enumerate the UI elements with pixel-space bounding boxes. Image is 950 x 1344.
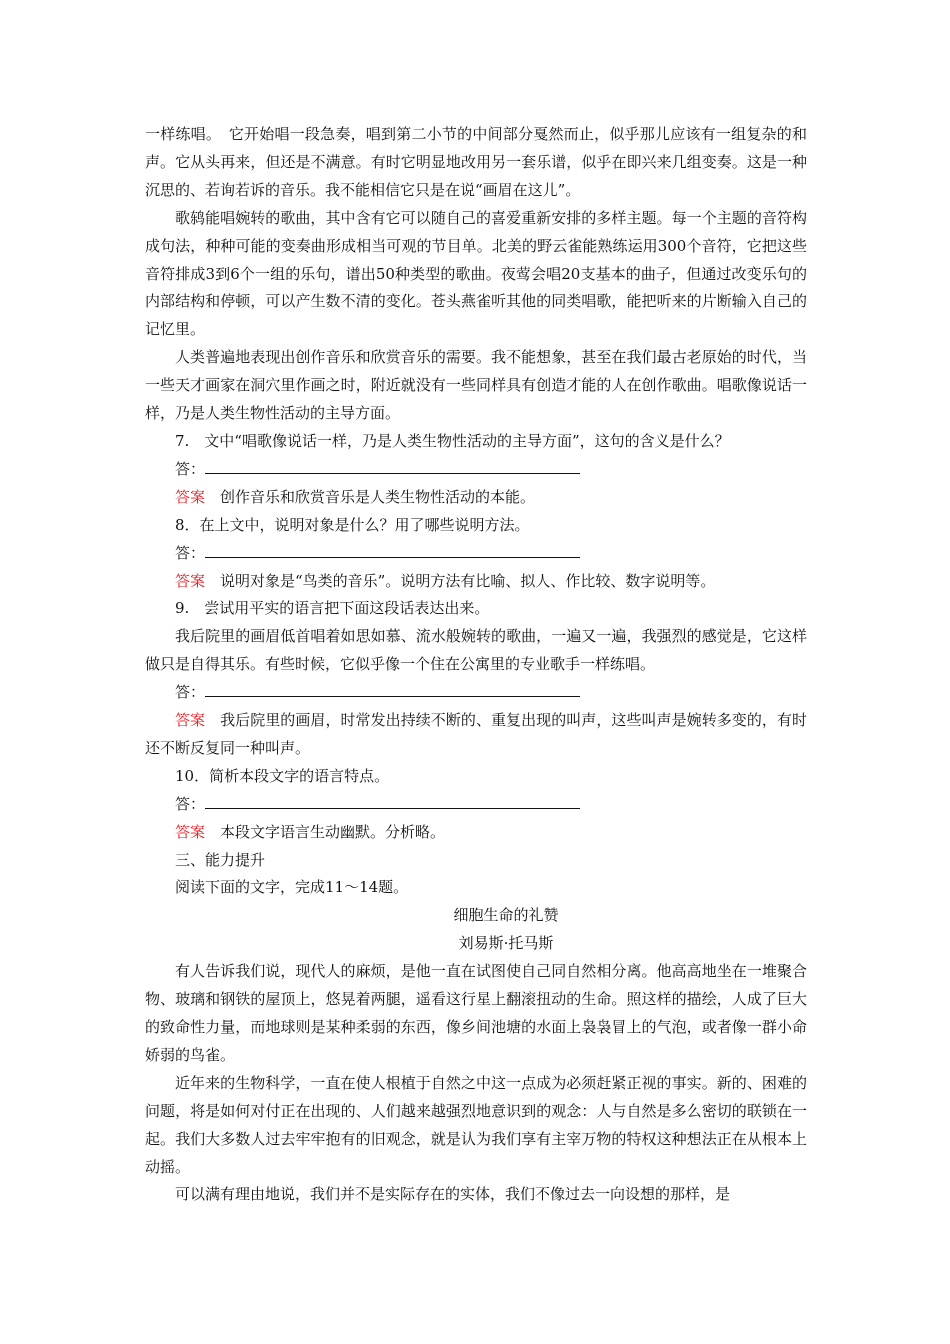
answer-8 bbox=[145, 568, 807, 596]
answer-10 bbox=[145, 819, 807, 847]
question-10: 10．简析本段文字的语言特点。 bbox=[175, 766, 390, 785]
answer-7 bbox=[145, 484, 807, 512]
answer-prefix: 答： bbox=[175, 543, 206, 562]
answer-text-9: 我后院里的画眉，时常发出持续不断的、重复出现的叫声，这些叫声是婉转多变的，有时还不断反复同一种叫声。 bbox=[145, 711, 807, 757]
question-9: 9. 尝试用平实的语言把下面这段话表达出来。 bbox=[175, 599, 490, 618]
answer-9 bbox=[145, 707, 807, 763]
answer-label: 答案 bbox=[175, 487, 206, 506]
paragraph-1: 一样练唱。 它开始唱一段急奏，唱到第二小节的中间部分戛然而止，似乎那儿应该有一组复杂的和声。它从头再来，但还是不满意。有时它明显地改用另一套乐谱，似乎在即兴来几组变奏。这是一种沉思的、若询若诉的音乐。我不能相信它只是在说“画眉在这儿”。 bbox=[145, 125, 807, 199]
answer-line-10 bbox=[145, 791, 807, 819]
answer-prefix: 答： bbox=[175, 794, 206, 813]
answer-blank-10[interactable] bbox=[205, 791, 580, 809]
question-9-quote: 我后院里的画眉低首唱着如思如慕、流水般婉转的歌曲，一遍又一遍，我强烈的感觉是，它这样做只是自得其乐。有些时候，它似乎像一个住在公寓里的专业歌手一样练唱。 bbox=[145, 627, 807, 674]
answer-text-8: 说明对象是“鸟类的音乐”。说明方法有比喻、拟人、作比较、数字说明等。 bbox=[220, 571, 716, 590]
answer-label: 答案 bbox=[175, 822, 206, 841]
article-paragraph-2: 近年来的生物科学，一直在使人根植于自然之中这一点成为必须赶紧正视的事实。新的、困难的问题，将是如何对付正在出现的、人们越来越强烈地意识到的观念：人与自然是多么密切的联锁在一起。我们大多数人过去牢牢抱有的旧观念，就是认为我们享有主宰万物的特权这种想法正在从根本上动摇。 bbox=[145, 1073, 807, 1176]
answer-label: 答案 bbox=[175, 711, 206, 730]
answer-text-10: 本段文字语言生动幽默。分析略。 bbox=[220, 822, 446, 841]
answer-line-7 bbox=[145, 456, 807, 484]
answer-blank-8[interactable] bbox=[205, 540, 580, 558]
question-7: 7. 文中“唱歌像说话一样，乃是人类生物性活动的主导方面”，这句的含义是什么？ bbox=[175, 431, 730, 450]
article-paragraph-1: 有人告诉我们说，现代人的麻烦，是他一直在试图使自己同自然相分离。他高高地坐在一堆聚合物、玻璃和钢铁的屋顶上，悠晃着两腿，遥看这行星上翻滚扭动的生命。照这样的描绘，人成了巨大的致命性力量，而地球则是某种柔弱的东西，像乡间池塘的水面上袅袅冒上的气泡，或者像一群小命娇弱的鸟雀。 bbox=[145, 962, 807, 1064]
answer-label: 答案 bbox=[175, 571, 206, 590]
answer-line-8 bbox=[145, 540, 807, 568]
article-author: 刘易斯·托马斯 bbox=[458, 934, 554, 953]
answer-text-7: 创作音乐和欣赏音乐是人类生物性活动的本能。 bbox=[220, 487, 536, 506]
article-paragraph-3: 可以满有理由地说，我们并不是实际存在的实体，我们不像过去一向设想的那样，是 bbox=[175, 1185, 731, 1204]
question-8: 8．在上文中，说明对象是什么？用了哪些说明方法。 bbox=[175, 515, 530, 534]
answer-line-9 bbox=[145, 679, 807, 707]
paragraph-3: 人类普遍地表现出创作音乐和欣赏音乐的需要。我不能想象，甚至在我们最古老原始的时代，当一些天才画家在洞穴里作画之时，附近就没有一些同样具有创造才能的人在创作歌曲。唱歌像说话一样，乃是人类生物性活动的主导方面。 bbox=[145, 348, 807, 423]
answer-prefix: 答： bbox=[175, 683, 206, 702]
answer-prefix: 答： bbox=[175, 459, 206, 478]
answer-blank-9[interactable] bbox=[205, 679, 580, 697]
article-title: 细胞生命的礼赞 bbox=[453, 906, 559, 925]
document-page bbox=[145, 121, 807, 1209]
section-heading: 三、能力提升 bbox=[175, 850, 266, 869]
paragraph-2: 歌鸫能唱婉转的歌曲，其中含有它可以随自己的喜爱重新安排的多样主题。每一个主题的音符构成句法，种种可能的变奏曲形成相当可观的节目单。北美的野云雀能熟练运用300个音符，它把这些音符排成3到6个一组的乐句，谱出50种类型的歌曲。夜莺会唱20支基本的曲子，但通过改变乐句的内部结构和停顿，可以产生数不清的变化。苍头燕雀听其他的同类唱歌，能把听来的片断输入自己的记忆里。 bbox=[145, 208, 807, 339]
answer-blank-7[interactable] bbox=[205, 456, 580, 474]
section-instruction: 阅读下面的文字，完成11～14题。 bbox=[175, 878, 409, 897]
